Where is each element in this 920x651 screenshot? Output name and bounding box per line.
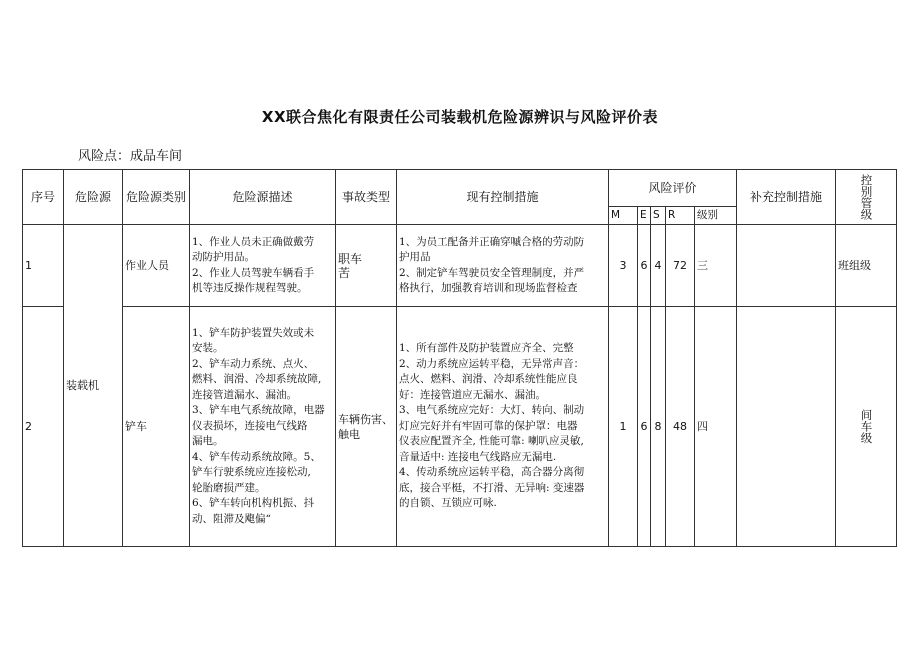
row-1-accident-cell: [336, 225, 397, 307]
header-supplementary-controls: 补充控制措施: [737, 170, 836, 225]
header-seq: 序号: [23, 170, 64, 225]
row-1-description-line: 机等违反操作规程驾驶。: [192, 282, 308, 294]
row-1-controls-line: 格执行，加强教育培训和现场监督检查: [399, 282, 578, 294]
row-2-description-line: 连接管道漏水、漏油。: [192, 388, 297, 401]
row-2-controls-line: 3、电气系统应完好：大灯、转向、制动: [399, 404, 585, 417]
row-1-description-line: 1、作业人员未正确做戴劳: [192, 235, 315, 248]
row-1-controls-line: 2、制定铲车驾驶员安全管理制度，并严: [399, 266, 585, 279]
row-2-description-line: 6、铲车转向机构机振、抖: [192, 497, 315, 510]
row-2-controls-line: 点火、燃料、润滑、冷却系统性能应良: [399, 373, 578, 386]
risk-point-label: 风险点：成品车间: [78, 149, 183, 164]
row-2-controls-line: 音量适中: 连接电气线路应无漏电.: [399, 450, 557, 463]
row-2-r: 48: [666, 307, 695, 547]
row-2-accident: 车辆伤害、触电: [336, 307, 397, 547]
row-2-controls-line: 底，接合平梃，不打滑、无异响: 变速器: [399, 481, 585, 494]
header-control-level-text: 控别管级: [859, 174, 874, 220]
row-1-controls-line: 1、为员工配备并正确穿嘁合格的劳动防: [399, 235, 585, 248]
header-hazard-category: 危险源类别: [123, 170, 190, 225]
row-2-description-line: 轮胎磨损严建。: [192, 481, 266, 494]
row-2-description-line: 漏电。: [192, 435, 224, 448]
row-2-description-line: 4、铲车传动系统故障。5、: [192, 450, 321, 463]
row-2-controls-line: 的自锁、互锁应可咏.: [399, 497, 497, 510]
row-2-e: 6: [638, 307, 651, 547]
row-1-control-level: 班组级: [836, 225, 897, 307]
header-r: R: [666, 207, 695, 225]
row-2-description: [190, 307, 336, 547]
row-2-description-line: 铲车行驶系统应连接松动,: [192, 466, 311, 479]
header-e: E: [638, 207, 651, 225]
row-2-supplementary: [737, 307, 836, 547]
row-2-category: 铲车: [123, 307, 190, 547]
row-2-description-line: 1、铲车防护装置失效或未: [192, 326, 315, 339]
header-s: S: [651, 207, 666, 225]
row-1-r: 72: [666, 225, 695, 307]
header-existing-controls: 现有控制措施: [397, 170, 609, 225]
header-m: M: [609, 207, 638, 225]
row-1-category: 作业人员: [123, 225, 190, 307]
header-control-level: [836, 170, 897, 225]
row-1-controls-line: 护用品: [399, 251, 431, 263]
row-2-description-line: 燃料、润滑、冷却系统故障,: [192, 373, 322, 386]
row-2-m: 1: [609, 307, 638, 547]
row-1-description-line: 2、作业人员驾驶车辆看手: [192, 266, 315, 279]
row-2-s: 8: [651, 307, 666, 547]
row-1-controls: [397, 225, 609, 307]
row-1-description-line: 动防护用品。: [192, 251, 255, 263]
row-1-level: 三: [695, 225, 737, 307]
row-2-controls-line: 好：连接管道应无漏水、漏油。: [399, 388, 546, 401]
hazard-source-name: 装载机: [66, 379, 99, 392]
row-1-description: [190, 225, 336, 307]
row-2-description-line: 仪表损坏，连接电气线路: [192, 419, 308, 432]
header-hazard-source: 危险源: [64, 170, 123, 225]
table-row: [23, 307, 897, 547]
risk-assessment-table: [22, 169, 897, 547]
row-2-controls-line: 2、动力系统应运转平稳，无异常声音：: [399, 357, 585, 370]
row-2-description-line: 2、铲车动力系统、点火、: [192, 357, 315, 370]
row-2-seq: 2: [23, 307, 64, 547]
header-level: 级别: [695, 207, 737, 225]
row-2-control-level: 间车级: [859, 409, 874, 444]
row-2-controls-line: 仪表应配置齐全, 性能可靠: 喇叭应灵敏,: [399, 435, 584, 448]
row-1-e: 6: [638, 225, 651, 307]
row-1-s: 4: [651, 225, 666, 307]
table-row: [23, 225, 897, 307]
header-risk-evaluation: 风险评价: [609, 170, 737, 207]
row-2-controls-line: 灯应完好并有牢固可靠的保护罩：电器: [399, 419, 578, 432]
row-2-description-line: 动、阻滞及飑偏“: [192, 512, 271, 525]
document-title: XX联合焦化有限责任公司装载机危险源辨识与风险评价表: [261, 108, 659, 126]
row-1-m: 3: [609, 225, 638, 307]
header-row: [23, 170, 897, 207]
row-2-level: 四: [695, 307, 737, 547]
row-1-supplementary: [737, 225, 836, 307]
row-2-control-level-cell: [836, 307, 897, 547]
row-2-controls-line: 4、传动系统应运转平稳，高合器分离彻: [399, 466, 585, 479]
row-2-description-line: 安装。: [192, 342, 224, 355]
row-2-controls-line: 1、所有部件及防护装置应齐全、完整: [399, 342, 574, 355]
hazard-source-cell: [64, 225, 123, 547]
header-hazard-description: 危险源描述: [190, 170, 336, 225]
row-1-seq: 1: [23, 225, 64, 307]
header-accident-type: 事故类型: [336, 170, 397, 225]
row-2-description-line: 3、铲车电气系统故障，电器: [192, 404, 325, 417]
row-2-controls: [397, 307, 609, 547]
row-1-accident: 职车苦: [338, 251, 363, 280]
